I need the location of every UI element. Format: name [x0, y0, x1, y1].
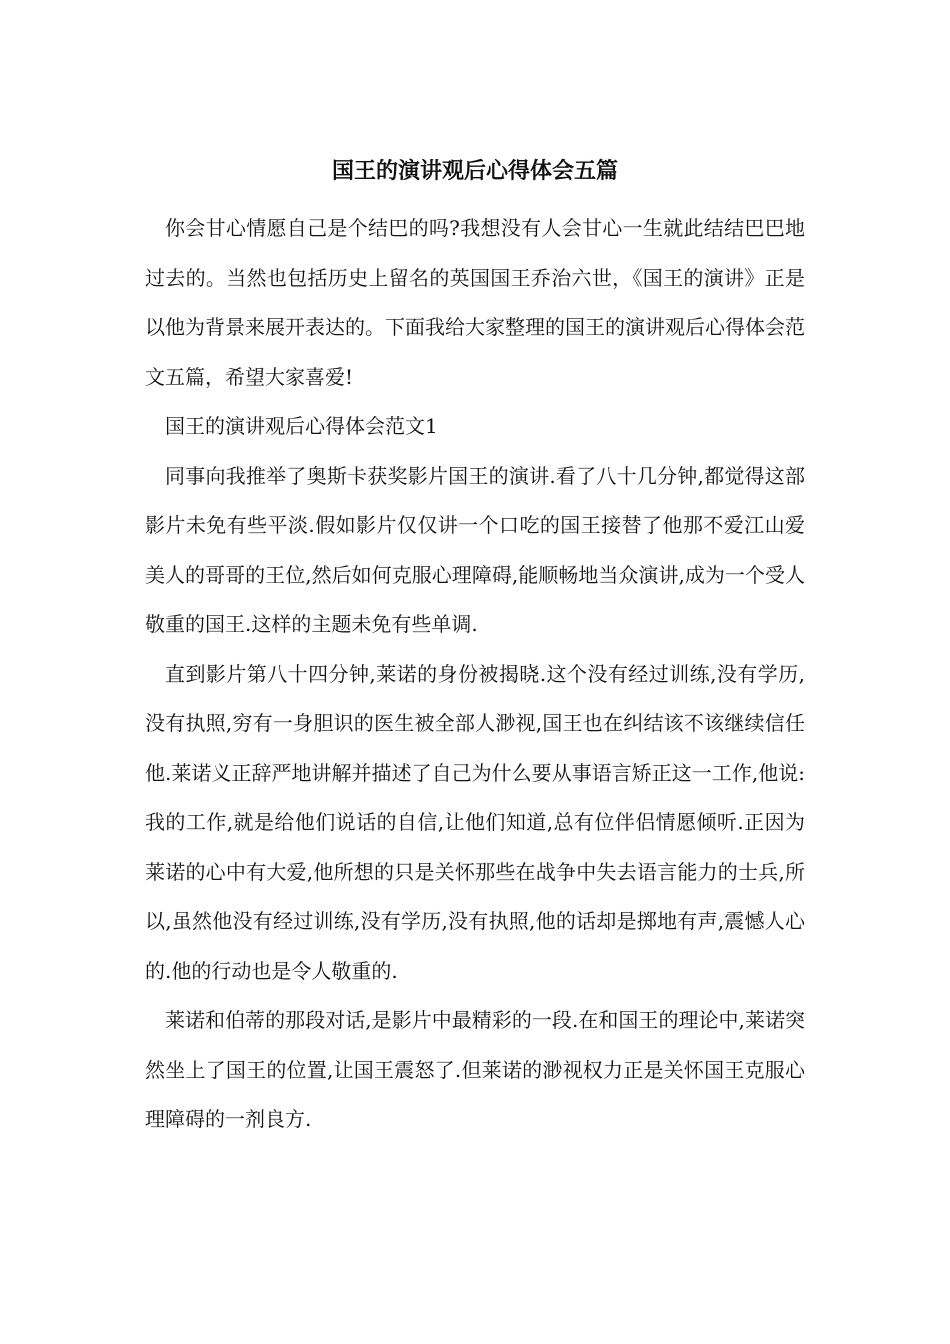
- body-paragraph: 莱诺和伯蒂的那段对话,是影片中最精彩的一段.在和国王的理论中,莱诺突然坐上了国王的位置,让国王震怒了.但莱诺的渺视权力正是关怀国王克服心理障碍的一剂良方.: [145, 1008, 805, 1131]
- document-body: [145, 204, 805, 1145]
- document-title: 国王的演讲观后心得体会五篇: [331, 158, 618, 184]
- section-heading: 国王的演讲观后心得体会范文1: [165, 414, 438, 438]
- body-paragraph: 同事向我推举了奥斯卡获奖影片国王的演讲.看了八十几分钟,都觉得这部影片未免有些平淡.假如影片仅仅讲一个口吃的国王接替了他那不爱江山爱美人的哥哥的王位,然后如何克服心理障碍,能顺畅地当众演讲,成为一个受人敬重的国王.这样的主题未免有些单调.: [145, 463, 805, 636]
- intro-paragraph: 你会甘心情愿自己是个结巴的吗?我想没有人会甘心一生就此结结巴巴地过去的。当然也包括历史上留名的英国国王乔治六世，《国王的演讲》正是以他为背景来展开表达的。下面我给大家整理的国王的演讲观后心得体会范文五篇，希望大家喜爱!: [145, 216, 805, 389]
- body-paragraph: 直到影片第八十四分钟,莱诺的身份被揭晓.这个没有经过训练,没有学历,没有执照,穷有一身胆识的医生被全部人渺视,国王也在纠结该不该继续信任他.莱诺义正辞严地讲解并描述了自己为什么要从事语言矫正这一工作,他说:我的工作,就是给他们说话的自信,让他们知道,总有位伴侣情愿倾听.正因为莱诺的心中有大爱,他所想的只是关怀那些在战争中失去语言能力的士兵,所以,虽然他没有经过训练,没有学历,没有执照,他的话却是掷地有声,震憾人心的.他的行动也是令人敬重的.: [145, 661, 805, 983]
